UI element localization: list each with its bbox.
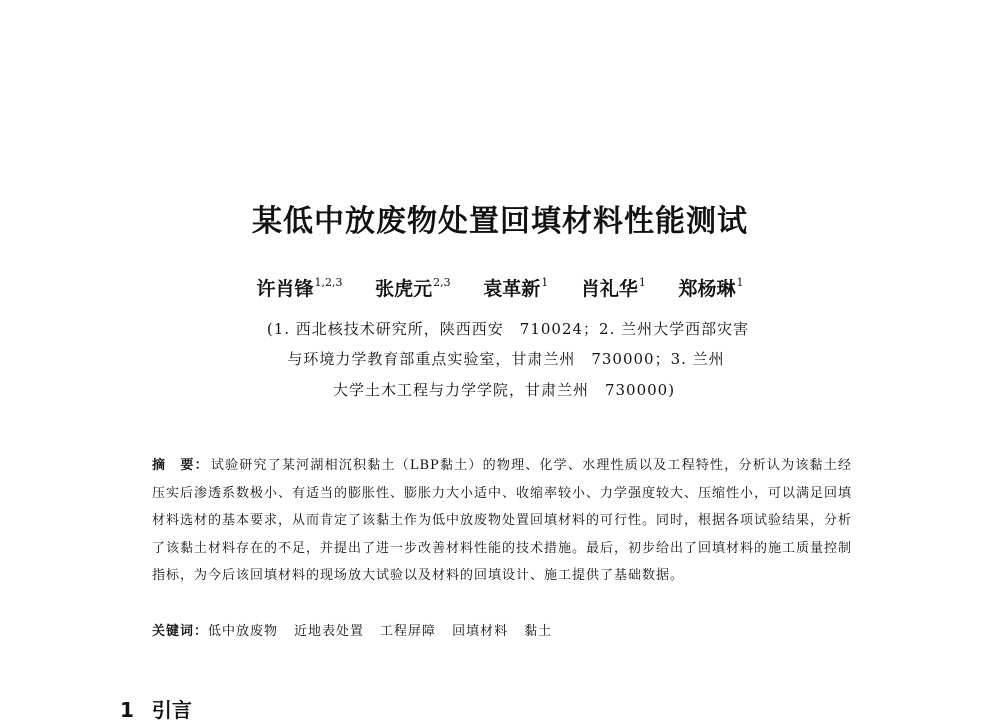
author-affiliation-mark: 2,3: [433, 276, 451, 289]
keyword: 近地表处置: [294, 624, 365, 639]
author: [483, 278, 548, 300]
section-title: 引言: [151, 698, 192, 722]
abstract: [152, 452, 852, 590]
affiliation-line: 与环境力学教育部重点实验室，甘肃兰州 730000；3. 兰州: [287, 350, 725, 368]
author-name: 肖礼华: [580, 278, 638, 300]
section-number: 1: [120, 698, 134, 722]
author: [375, 278, 451, 300]
keyword: 黏土: [524, 624, 553, 639]
author-name: 许肖锋: [256, 278, 314, 300]
keywords-label: 关键词：: [152, 624, 209, 639]
keywords: [152, 620, 568, 639]
abstract-label: 摘 要：: [152, 458, 209, 473]
affiliation-line: 大学土木工程与力学学院，甘肃兰州 730000): [332, 381, 676, 399]
author: [256, 278, 342, 300]
author-list: [0, 274, 1000, 301]
keyword: 低中放废物: [208, 624, 279, 639]
keyword: 回填材料: [452, 624, 509, 639]
affiliation-line: (1. 西北核技术研究所，陕西西安 710024；2. 兰州大学西部灾害: [266, 320, 750, 338]
abstract-text: 试验研究了某河湖相沉积黏土（LBP黏土）的物理、化学、水理性质以及工程特性，分析认为该黏土经压实后渗透系数极小、有适当的膨胀性、膨胀力大小适中、收缩率较小、力学强度较大、压缩性小，可以满足回填材料选材的基本要求，从而肯定了该黏土作为低中放废物处置回填材料的可行性。同时，根据各项试验结果，分析了该黏土材料存在的不足，并提出了进一步改善材料性能的技术措施。最后，初步给出了回填材料的施工质量控制指标，为今后该回填材料的现场放大试验以及材料的回填设计、施工提供了基础数据。: [152, 458, 853, 584]
author: [581, 278, 646, 300]
author-affiliation-mark: 1: [736, 276, 744, 289]
author-affiliation-mark: 1: [541, 276, 549, 289]
author: [679, 278, 744, 300]
section-heading: [120, 694, 192, 723]
author-name: 张虎元: [375, 278, 433, 300]
author-affiliation-mark: 1,2,3: [314, 276, 343, 289]
author-affiliation-mark: 1: [638, 276, 646, 289]
keyword: 工程屏障: [380, 624, 437, 639]
author-name: 郑杨琳: [678, 278, 736, 300]
paper-title: 某低中放废物处置回填材料性能测试: [252, 204, 748, 239]
author-name: 袁革新: [483, 278, 541, 300]
